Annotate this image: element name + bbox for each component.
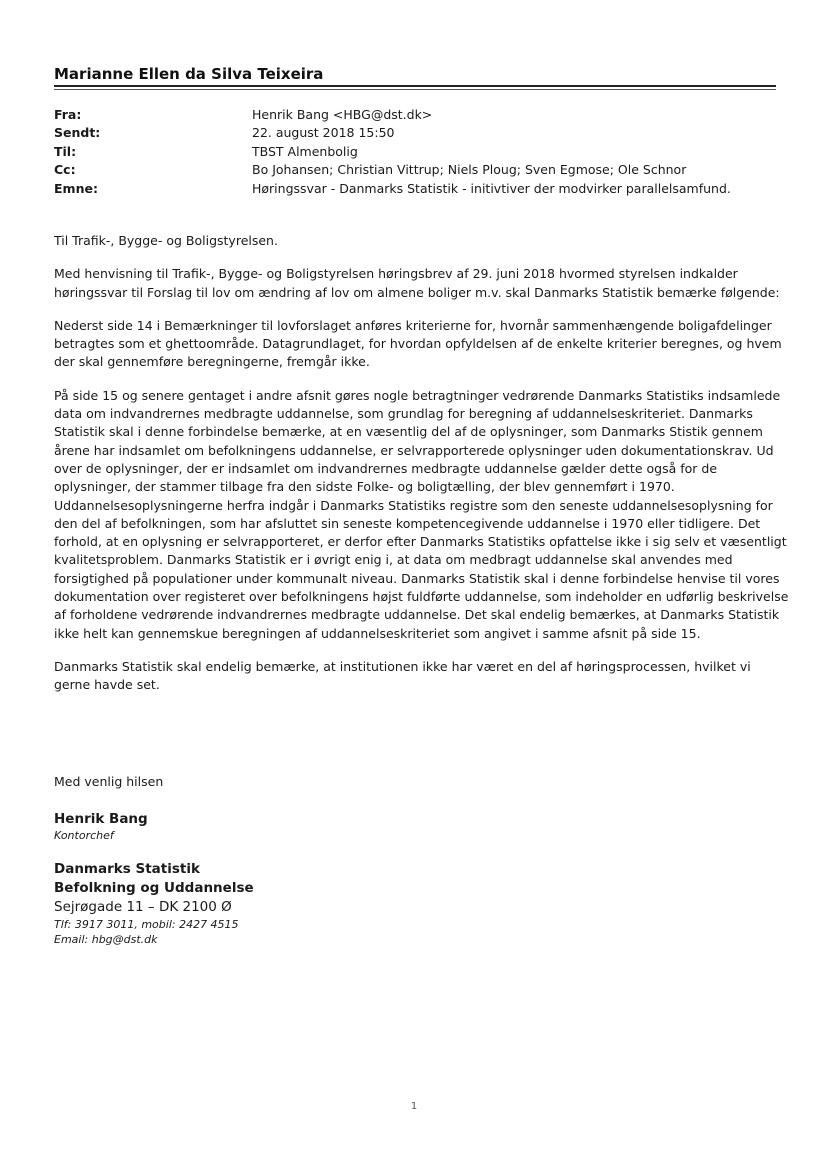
body-paragraph: På side 15 og senere gentaget i andre afsnit gøres nogle betragtninger vedrørende Danmarks Statistiks indsamlede data om indvandrernes medbragte uddannelse, som grundlag for beregning af uddannelseskriteriet. Danmarks Statistik skal i denne forbindelse bemærke, at en væsentlig del af de oplysninger, som Danmarks Stistik gennem årene har indsamlet om befolkningens uddannelse, er selvrapporterede oplysninger uden dokumentationskrav. Ud over de oplysninger, der er indsamlet om indvandrernes medbragte uddannelse gælder dette også for de oplysninger, der stammer tilbage fra den sidste Folke- og boligtælling, der blev gennemført i 1970. Uddannelsesoplysningerne herfra indgår i Danmarks Statistiks registre som den seneste uddannelsesoplysning for den del af befolkningen, som har afsluttet sin seneste kompetencegivende uddannelse i 1970 eller tidligere. Det forhold, at en oplysning er selvrapporteret, er derfor efter Danmarks Statistiks opfattelse ikke i sig selv et væsentligt kvalitetsproblem. Danmarks Statistik er i øvrigt enig i, at data om medbragt uddannelse skal anvendes med forsigtighed på populationer under kommunalt niveau. Danmarks Statistik skal i denne forbindelse henvise til vores dokumentation over registeret over befolkningens højst fuldførte uddannelse, som indeholder en udførlig beskrivelse af forholdene vedrørende indvandrernes medbragte uddannelse. Det skal endelig bemærkes, at Danmarks Statistik ikke helt kan gennemskue beregningen af uddannelseskriteriet som angivet i samme afsnit på side 15. — [54, 387, 789, 641]
email-body — [54, 232, 790, 710]
body-paragraph: Med henvisning til Trafik-, Bygge- og Boligstyrelsen høringsbrev af 29. juni 2018 hvormed styrelsen indkalder høringssvar til Forslag til lov om ændring af lov om almene boliger m.v. skal Danmarks Statistik bemærke følgende: — [54, 266, 780, 300]
signature-greeting: Med venlig hilsen — [54, 774, 164, 789]
signature-address: Sejrøgade 11 – DK 2100 Ø — [54, 899, 232, 915]
header-label: Til: — [54, 143, 77, 159]
header-rule — [54, 85, 776, 87]
header-from — [54, 106, 794, 124]
salutation: Til Trafik-, Bygge- og Boligstyrelsen. — [54, 233, 278, 248]
header-rule-thin — [54, 89, 776, 90]
signature-title: Kontorchef — [54, 829, 114, 842]
page-number: 1 — [410, 1101, 418, 1112]
signature-name: Henrik Bang — [54, 811, 148, 827]
header-value: Høringssvar - Danmarks Statistik - initivtiver der modvirker parallelsamfund. — [252, 180, 731, 196]
header-value: TBST Almenbolig — [252, 143, 358, 159]
body-paragraph: Nederst side 14 i Bemærkninger til lovforslaget anføres kriterierne for, hvornår sammenhængende boligafdelinger betragtes som et ghettoområde. Datagrundlaget, for hvordan opfyldelsen af de enkelte kriterier beregnes, og hvem der skal gennemføre beregningerne, fremgår ikke. — [54, 317, 782, 370]
header-value: 22. august 2018 15:50 — [252, 125, 395, 141]
signature-email: Email: hbg@dst.dk — [54, 933, 158, 946]
header-label: Fra: — [54, 107, 82, 122]
header-value: Henrik Bang <HBG@dst.dk> — [252, 107, 433, 122]
document-owner-name: Marianne Ellen da Silva Teixeira — [54, 65, 324, 83]
email-headers — [54, 106, 794, 198]
header-value: Bo Johansen; Christian Vittrup; Niels Ploug; Sven Egmose; Ole Schnor — [252, 162, 687, 178]
signature-organization: Danmarks Statistik — [54, 861, 200, 877]
header-label: Cc: — [54, 162, 76, 178]
body-paragraph: Danmarks Statistik skal endelig bemærke, at institutionen ikke har været en del af høringsprocessen, hvilket vi gerne havde set. — [54, 658, 751, 693]
header-label: Sendt: — [54, 125, 101, 141]
header-label: Emne: — [54, 180, 98, 196]
header-cc — [54, 161, 794, 179]
header-to — [54, 143, 794, 161]
signature-phone: Tlf: 3917 3011, mobil: 2427 4515 — [54, 918, 239, 931]
signature-department: Befolkning og Uddannelse — [54, 880, 254, 896]
header-subject — [54, 180, 794, 198]
signature-block — [54, 774, 454, 947]
header-sent — [54, 124, 794, 142]
